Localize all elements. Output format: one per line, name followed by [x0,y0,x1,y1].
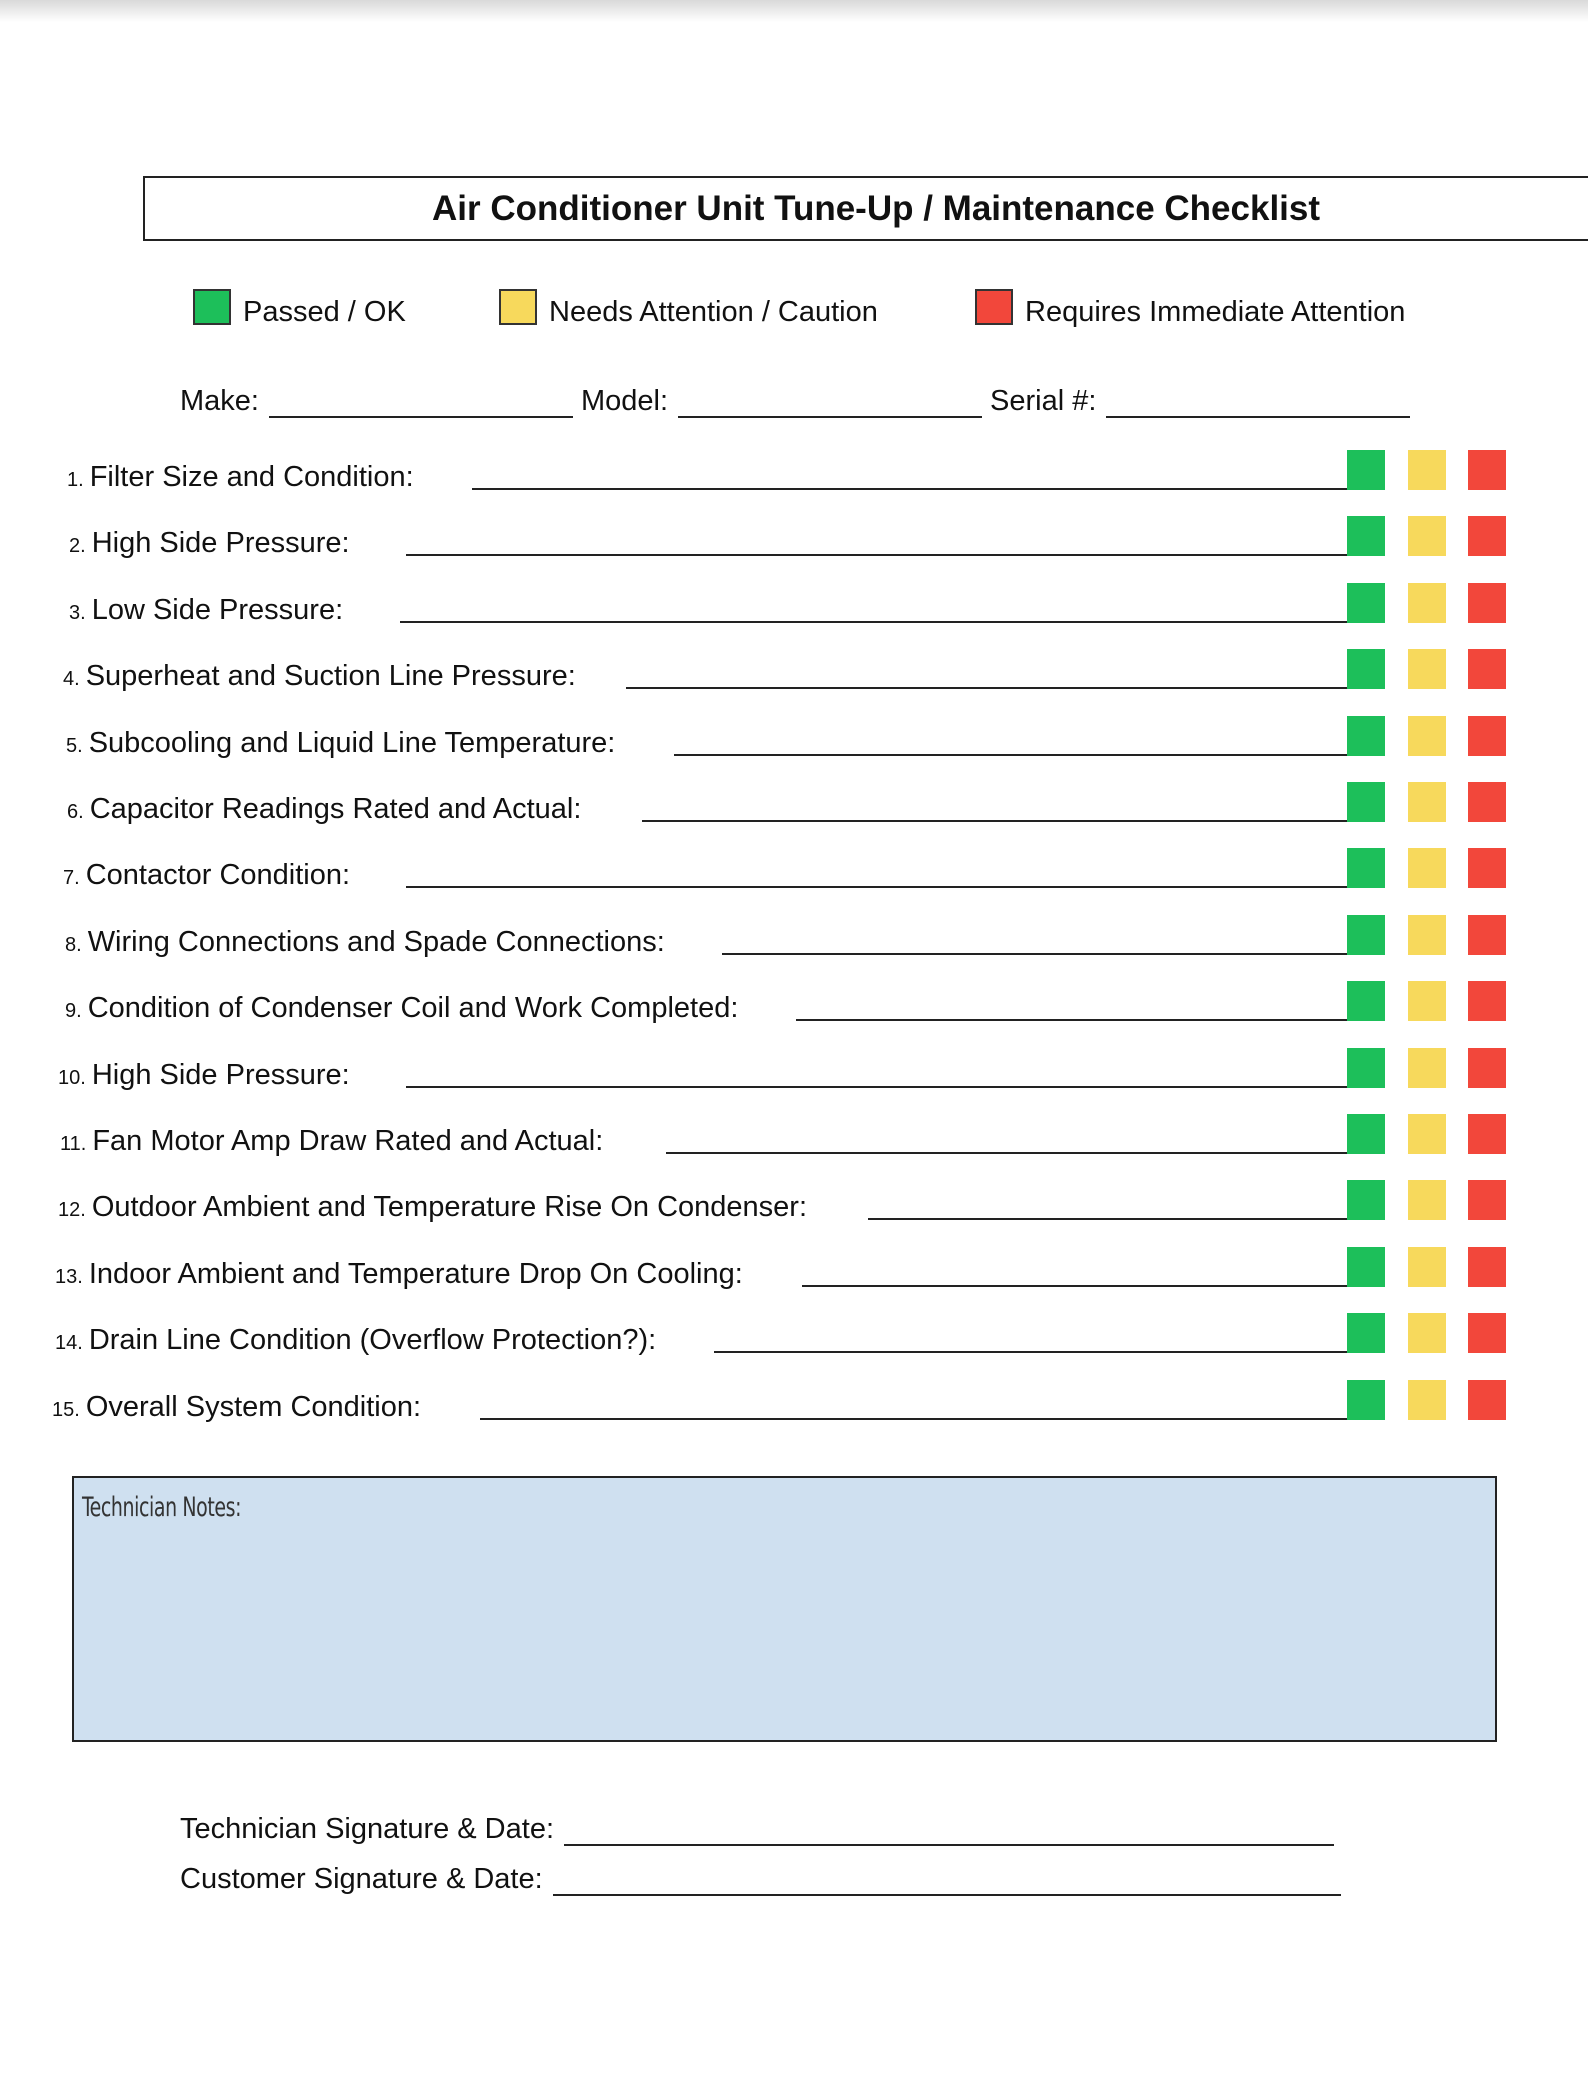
status-box-passed[interactable] [1347,915,1385,955]
status-box-passed[interactable] [1347,848,1385,888]
status-box-caution[interactable] [1408,1048,1446,1088]
status-box-immediate[interactable] [1468,1247,1506,1287]
checklist-item-label [66,727,615,760]
checklist-item-blank-line[interactable] [666,1152,1374,1154]
legend-immediate-label: Requires Immediate Attention [1025,296,1406,328]
checklist-item-blank-line[interactable] [714,1351,1374,1353]
status-box-caution[interactable] [1408,649,1446,689]
checklist-item-text: Overall System Condition: [85,1390,422,1423]
checklist-title-box [143,176,1588,241]
checklist-item-number: 12. [58,1199,86,1222]
checklist-item-text: Condition of Condenser Coil and Work Completed: [87,992,739,1025]
status-box-caution[interactable] [1408,450,1446,490]
status-box-caution[interactable] [1408,915,1446,955]
checklist-row [40,1178,1520,1230]
checklist-item-label [69,594,343,627]
status-box-passed[interactable] [1347,1247,1385,1287]
make-blank-line[interactable] [269,386,573,418]
status-box-caution[interactable] [1408,583,1446,623]
checklist-item-label [67,793,581,826]
checklist-row [40,1046,1520,1098]
checklist-item-number: 9. [65,1000,82,1023]
checklist-item-blank-line[interactable] [400,621,1366,623]
checklist-item-text: High Side Pressure: [91,527,350,560]
checklist-item-label [55,1258,743,1291]
status-box-passed[interactable] [1347,583,1385,623]
technician-signature-label: Technician Signature & Date: [180,1813,554,1845]
status-box-immediate[interactable] [1468,1114,1506,1154]
status-box-caution[interactable] [1408,1114,1446,1154]
status-box-immediate[interactable] [1468,782,1506,822]
status-box-passed[interactable] [1347,450,1385,490]
checklist-item-text: High Side Pressure: [91,1058,350,1091]
status-box-immediate[interactable] [1468,915,1506,955]
green-swatch [193,289,231,325]
customer-signature-label: Customer Signature & Date: [180,1863,543,1895]
model-field[interactable] [581,378,982,418]
checklist-item-label [67,461,414,494]
checklist-item-blank-line[interactable] [642,820,1366,822]
checklist-item-blank-line[interactable] [406,554,1374,556]
unit-info-row [180,378,1420,418]
status-box-passed[interactable] [1347,1380,1385,1420]
serial-field[interactable] [990,378,1410,418]
status-box-passed[interactable] [1347,716,1385,756]
checklist-row [40,1245,1520,1297]
status-box-immediate[interactable] [1468,1180,1506,1220]
customer-signature-line[interactable] [553,1866,1341,1896]
checklist-item-text: Subcooling and Liquid Line Temperature: [88,726,616,759]
legend-passed [193,289,406,329]
legend-caution [499,289,878,329]
technician-signature-line[interactable] [564,1816,1334,1846]
status-box-passed[interactable] [1347,516,1385,556]
checklist-item-number: 3. [69,601,86,624]
checklist-item-blank-line[interactable] [796,1019,1374,1021]
status-box-passed[interactable] [1347,1313,1385,1353]
checklist-item-number: 14. [55,1332,83,1355]
checklist-item-text: Superheat and Suction Line Pressure: [85,660,576,693]
checklist-row [40,448,1520,500]
checklist-item-blank-line[interactable] [868,1218,1366,1220]
status-box-caution[interactable] [1408,1180,1446,1220]
checklist-item-number: 11. [60,1133,87,1155]
checklist-item-label [65,992,738,1025]
status-box-immediate[interactable] [1468,516,1506,556]
checklist-item-text: Filter Size and Condition: [89,461,414,493]
technician-notes-label: Technician Notes: [82,1492,242,1523]
checklist-item-blank-line[interactable] [472,488,1374,490]
checklist-item-number: 1. [67,469,84,491]
checklist-row [40,780,1520,832]
checklist-item-label [60,1125,603,1158]
status-box-passed[interactable] [1347,649,1385,689]
status-box-immediate[interactable] [1468,981,1506,1021]
status-box-caution[interactable] [1408,1380,1446,1420]
checklist-item-text: Capacitor Readings Rated and Actual: [89,793,582,825]
checklist-item-label [55,1324,656,1357]
technician-signature-row[interactable] [180,1802,1334,1846]
checklist-item-blank-line[interactable] [626,687,1366,689]
checklist-item-number: 15. [52,1398,80,1421]
checklist-row [40,581,1520,633]
status-box-caution[interactable] [1408,848,1446,888]
status-box-caution[interactable] [1408,716,1446,756]
checklist-item-number: 4. [63,668,80,691]
checklist-row [40,979,1520,1031]
checklist-item-text: Drain Line Condition (Overflow Protection?): [88,1324,657,1357]
serial-label: Serial #: [990,385,1097,417]
checklist-item-blank-line[interactable] [674,754,1366,756]
status-box-caution[interactable] [1408,1247,1446,1287]
status-box-immediate[interactable] [1468,1048,1506,1088]
checklist-item-label [65,926,665,959]
checklist-row [40,1112,1520,1164]
make-label: Make: [180,385,259,417]
checklist-item-text: Wiring Connections and Spade Connections: [87,925,665,958]
yellow-swatch [499,289,537,325]
legend-caution-label: Needs Attention / Caution [549,296,878,328]
checklist-row [40,514,1520,566]
status-box-immediate[interactable] [1468,1313,1506,1353]
checklist-item-number: 7. [63,867,80,890]
status-box-immediate[interactable] [1468,649,1506,689]
status-box-caution[interactable] [1408,782,1446,822]
checklist-item-text: Fan Motor Amp Draw Rated and Actual: [92,1125,604,1157]
checklist-item-text: Contactor Condition: [85,859,351,892]
page-title: Air Conditioner Unit Tune-Up / Maintenance Checklist [431,188,1321,228]
checklist-item-label [52,1391,421,1424]
checklist-item-number: 13. [55,1265,83,1288]
checklist-item-label [58,1191,807,1224]
legend-immediate [975,289,1405,329]
model-blank-line[interactable] [678,386,982,418]
status-box-caution[interactable] [1408,1313,1446,1353]
status-box-immediate[interactable] [1468,848,1506,888]
checklist-item-blank-line[interactable] [722,953,1366,955]
status-box-caution[interactable] [1408,516,1446,556]
status-box-immediate[interactable] [1468,1380,1506,1420]
checklist-row [40,647,1520,699]
checklist-item-number: 10. [58,1066,86,1089]
checklist-row [40,846,1520,898]
checklist-item-label [58,1059,350,1092]
checklist-item-number: 5. [66,734,83,757]
serial-blank-line[interactable] [1106,386,1410,418]
status-box-passed[interactable] [1347,782,1385,822]
status-box-passed[interactable] [1347,1180,1385,1220]
checklist-row [40,714,1520,766]
checklist-item-label [69,527,350,560]
checklist-item-blank-line[interactable] [406,886,1374,888]
checklist-item-text: Low Side Pressure: [91,593,344,626]
legend-passed-label: Passed / OK [243,296,406,328]
checklist-item-text: Outdoor Ambient and Temperature Rise On Condenser: [91,1191,808,1224]
status-box-passed[interactable] [1347,981,1385,1021]
make-field[interactable] [180,378,573,418]
technician-notes-box[interactable] [72,1476,1497,1742]
model-label: Model: [581,385,669,417]
status-box-caution[interactable] [1408,981,1446,1021]
checklist-row [40,913,1520,965]
red-swatch [975,289,1013,325]
status-box-immediate[interactable] [1468,450,1506,490]
page-top-shadow [0,0,1588,22]
checklist-item-blank-line[interactable] [480,1418,1366,1420]
checklist-row [40,1378,1520,1430]
checklist-row [40,1311,1520,1363]
checklist-item-label [63,859,350,892]
checklist-item-number: 8. [65,933,82,956]
status-box-passed[interactable] [1347,1114,1385,1154]
checklist-item-blank-line[interactable] [406,1086,1374,1088]
checklist-item-label [63,660,576,693]
status-box-immediate[interactable] [1468,583,1506,623]
checklist-item-number: 6. [67,801,84,823]
customer-signature-row[interactable] [180,1852,1341,1896]
checklist-item-text: Indoor Ambient and Temperature Drop On Cooling: [88,1257,743,1290]
checklist-item-blank-line[interactable] [802,1285,1366,1287]
status-box-immediate[interactable] [1468,716,1506,756]
status-box-passed[interactable] [1347,1048,1385,1088]
checklist-item-number: 2. [69,535,86,558]
